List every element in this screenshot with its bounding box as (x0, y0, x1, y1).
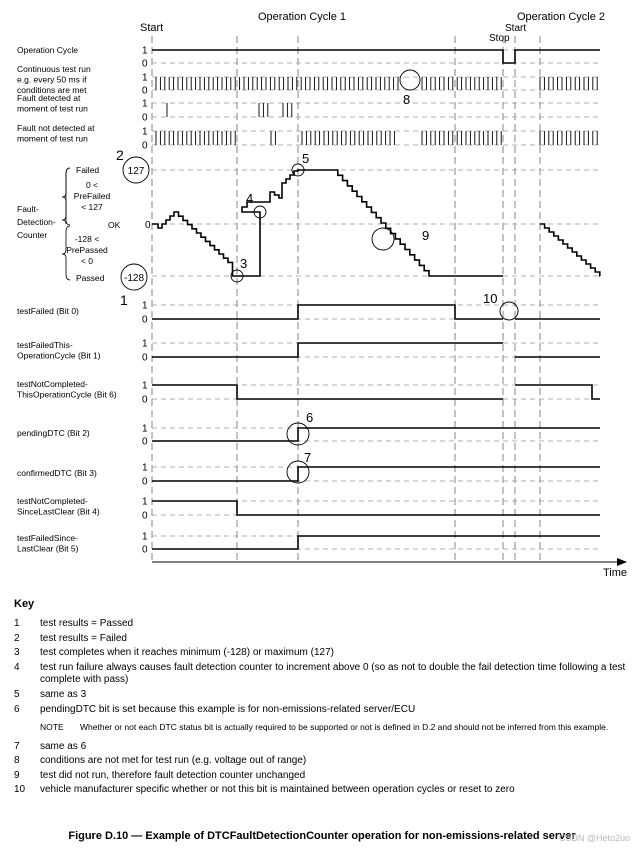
time-guides (152, 36, 540, 562)
figure-caption: Figure D.10 — Example of DTCFaultDetectionCounter operation for non-emissions-related server (68, 830, 576, 842)
level-0-label: 0 (142, 352, 148, 364)
key-list (14, 618, 634, 799)
status-bit-label: pendingDTC (Bit 2) (17, 428, 90, 438)
level-0-label: 0 (142, 112, 148, 124)
note-text: Whether or not each DTC status bit is actually required to be supported or not is defined in D.2 and should not be inferred from this example. (80, 722, 609, 733)
ok-label: OK (108, 220, 121, 230)
key-number: 10 (14, 784, 26, 796)
key-item (14, 741, 634, 754)
counter-waveform (152, 170, 503, 276)
marker-number: 7 (304, 450, 312, 465)
key-text: same as 3 (40, 688, 87, 700)
level-1-label: 1 (142, 531, 148, 543)
status-bit-label: testNotCompleted- (17, 379, 88, 389)
level-1-label: 1 (142, 423, 148, 435)
prepassed-zone-label: -128 < (74, 234, 100, 244)
level-1-label: 1 (142, 126, 148, 138)
time-label: Time (603, 567, 628, 579)
key-number: 7 (14, 740, 20, 752)
status-bit-label: OperationCycle (Bit 1) (17, 350, 101, 361)
operation-cycle-2-label: Operation Cycle 2 (517, 11, 606, 23)
signal-label: e.g. every 50 ms if (17, 74, 87, 85)
level-0-label: 0 (142, 58, 148, 70)
marker-number: 6 (306, 410, 314, 425)
signal-label: Fault not detected at (17, 123, 95, 133)
counter-name: Counter (17, 230, 48, 240)
level-1-label: 1 (142, 380, 148, 392)
marker-number: 8 (403, 92, 411, 107)
key-item (14, 784, 634, 797)
key-item (14, 689, 634, 702)
signal-waveform (152, 385, 503, 399)
key-text: test results = Passed (40, 618, 134, 629)
level-0-label: 0 (142, 510, 148, 522)
status-bit-label: ThisOperationCycle (Bit 6) (17, 389, 117, 400)
key-item (14, 770, 634, 783)
start-2-label: Start (505, 23, 527, 34)
key-text: test results = Failed (40, 632, 127, 644)
level-1-label: 1 (142, 72, 148, 84)
counter-zero-value: 0 (145, 220, 151, 231)
level-0-label: 0 (142, 436, 148, 448)
signal-waveform (152, 467, 600, 481)
key-text: test run failure always causes fault detection counter to increment above 0 (so as not to double the fail detection time following a test complete with pass) (40, 661, 626, 686)
passed-zone-label: Passed (76, 273, 105, 283)
marker-circle (400, 70, 420, 90)
key-number: 6 (14, 703, 20, 715)
level-0-label: 0 (142, 394, 148, 406)
status-bit-label: SinceLastClear (Bit 4) (17, 506, 100, 517)
signal-waveform (152, 305, 503, 319)
marker-number: 4 (246, 191, 254, 206)
key-number: 3 (14, 647, 20, 659)
key-item (14, 755, 634, 768)
level-0-label: 0 (142, 476, 148, 488)
key-text: pendingDTC bit is set because this example is for non-emissions-related server/ECU (40, 703, 416, 715)
status-bit-label: testFailedThis- (17, 340, 73, 350)
key-number: 8 (14, 755, 20, 767)
signal-waveform (152, 501, 600, 515)
counter-name: Fault- (17, 204, 39, 214)
marker-number: 9 (422, 228, 430, 243)
level-1-label: 1 (142, 462, 148, 474)
signal-waveform (152, 50, 600, 63)
level-0-label: 0 (142, 140, 148, 152)
signal-label: moment of test run (17, 103, 88, 114)
status-bit-label: testFailed (Bit 0) (17, 306, 79, 316)
level-1-label: 1 (142, 338, 148, 350)
signal-label: moment of test run (17, 133, 88, 144)
status-bit-label: testFailedSince- (17, 533, 78, 543)
key-item (14, 704, 634, 717)
signal-waveform (152, 343, 503, 357)
key-item (14, 633, 634, 646)
signal-label: Fault detected at (17, 93, 81, 103)
key-text: test did not run, therefore fault detection counter unchanged (40, 769, 306, 781)
key-number: 1 (14, 618, 20, 629)
prepassed-zone-label: PrePassed (66, 245, 108, 255)
prefailed-zone-label: < 127 (81, 202, 103, 212)
marker-number: 2 (116, 147, 124, 163)
key-text: vehicle manufacturer specific whether or not this bit is maintained between operation cycles or reset to zero (40, 784, 515, 796)
counter-min-value: -128 (123, 273, 145, 284)
key-note (40, 722, 634, 733)
key-title: Key (14, 598, 35, 610)
signal-waveform (152, 428, 600, 441)
level-0-label: 0 (142, 85, 148, 97)
marker-circle (372, 228, 394, 250)
key-text: conditions are not met for test run (e.g. voltage out of range) (40, 755, 307, 767)
key-item (14, 618, 634, 631)
key-item (14, 662, 634, 687)
key-text: test completes when it reaches minimum (-128) or maximum (127) (40, 647, 334, 659)
key-item (14, 647, 634, 660)
marker-number: 10 (483, 291, 498, 306)
key-number: 4 (14, 661, 20, 673)
level-1-label: 1 (142, 45, 148, 57)
marker-number: 1 (120, 292, 128, 308)
start-label: Start (140, 22, 164, 34)
status-bit-label: confirmedDTC (Bit 3) (17, 468, 97, 478)
stop-label: Stop (489, 33, 510, 44)
note-label: NOTE (40, 722, 64, 733)
status-bit-label: LastClear (Bit 5) (17, 543, 79, 554)
counter-max-value: 127 (127, 166, 145, 177)
signal-label: conditions are met (17, 85, 87, 95)
watermark: CSDN @Heto2uo (558, 833, 630, 843)
failed-zone-label: Failed (76, 165, 100, 175)
signal-waveform (515, 385, 600, 399)
level-0-label: 0 (142, 314, 148, 326)
key-number: 2 (14, 632, 20, 644)
counter-waveform (540, 224, 600, 276)
key-number: 9 (14, 769, 20, 781)
signal-label: Operation Cycle (17, 45, 78, 55)
prepassed-zone-label: < 0 (80, 256, 94, 266)
operation-cycle-1-label: Operation Cycle 1 (258, 11, 347, 23)
signal-label: Continuous test run (17, 64, 91, 74)
key-number: 5 (14, 688, 20, 700)
level-1-label: 1 (142, 496, 148, 508)
signal-waveform (152, 536, 600, 549)
marker-number: 3 (240, 256, 248, 271)
marker-number: 5 (302, 151, 310, 166)
key-text: same as 6 (40, 740, 87, 752)
prefailed-zone-label: 0 < (85, 180, 99, 190)
level-0-label: 0 (142, 544, 148, 556)
counter-name: Detection- (17, 217, 56, 227)
level-1-label: 1 (142, 98, 148, 110)
status-bit-label: testNotCompleted- (17, 496, 88, 506)
level-1-label: 1 (142, 300, 148, 312)
prefailed-zone-label: PreFailed (73, 191, 111, 201)
